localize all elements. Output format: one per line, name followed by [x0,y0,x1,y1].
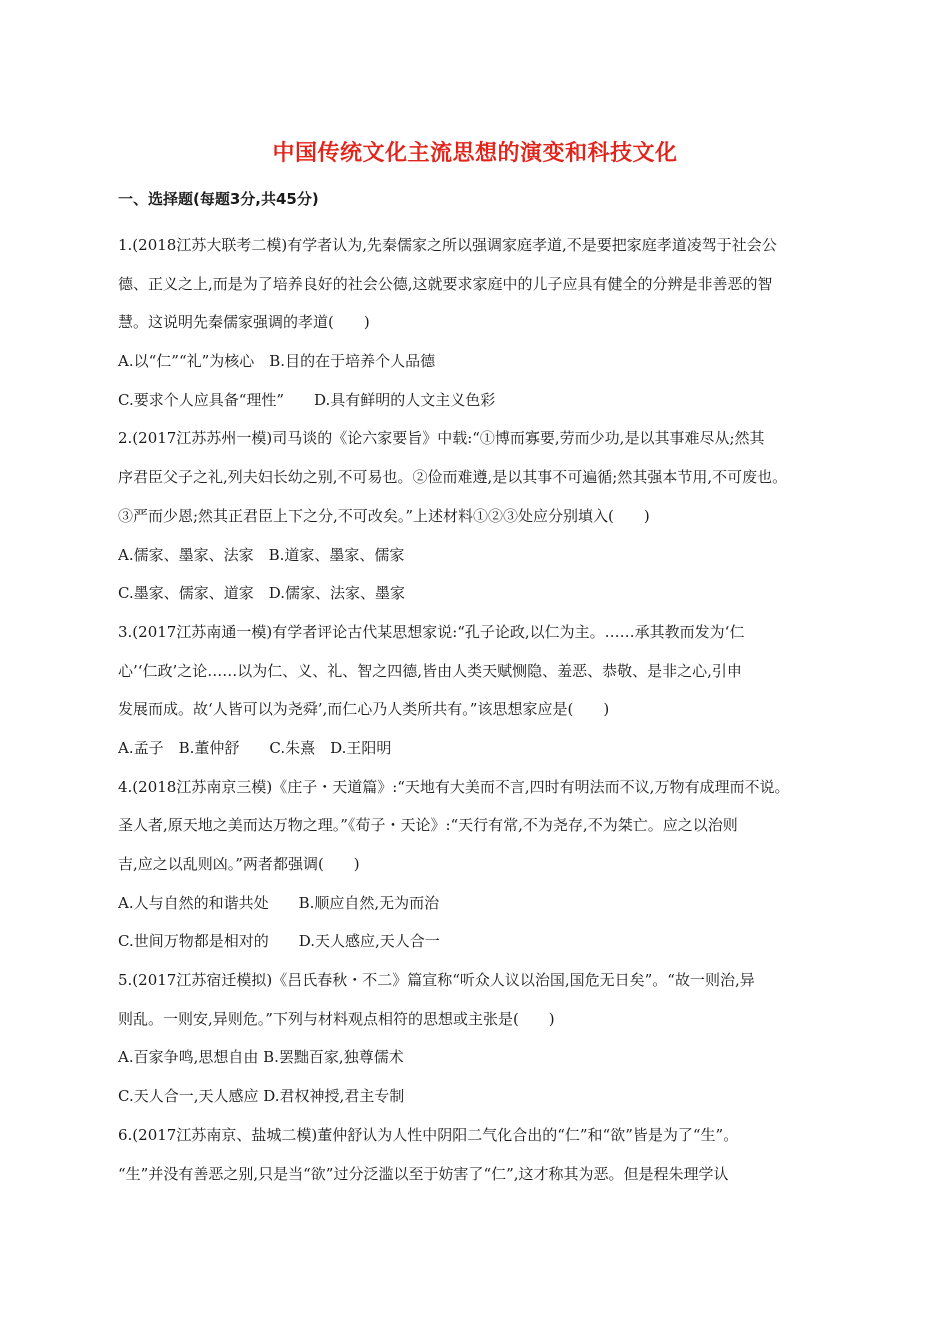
answer-options: A.孟子 B.董仲舒 C.朱熹 D.王阳明 [118,738,392,757]
text-line: 发展而成。故‘人皆可以为尧舜’,而仁心乃人类所共有。”该思想家应是( ) [118,700,610,719]
text-line: 德、正义之上,而是为了培养良好的社会公德,这就要求家庭中的儿子应具有健全的分辨是非善恶的智 [118,274,773,293]
answer-options: C.要求个人应具备“理性” D.具有鲜明的人文主义色彩 [118,390,496,409]
text-line: 2.(2017江苏苏州一模)司马谈的《论六家要旨》中载:“①博而寡要,劳而少功,是以其事难尽从;然其 [118,429,765,448]
text-line: 慧。这说明先秦儒家强调的孝道( ) [118,313,370,332]
answer-options: A.儒家、墨家、法家 B.道家、墨家、儒家 [118,545,405,564]
answer-options: C.天人合一,天人感应 D.君权神授,君主专制 [118,1087,405,1106]
text-line: 3.(2017江苏南通一模)有学者评论古代某思想家说:“孔子论政,以仁为主。……承其教而发为‘仁 [118,622,745,641]
text-line: 4.(2018江苏南京三模)《庄子・天道篇》:“天地有大美而不言,四时有明法而不议,万物有成理而不说。 [118,777,790,796]
section-heading: 一、选择题(每题3分,共45分) [118,190,319,208]
text-line: 则乱。一则安,异则危。”下列与材料观点相符的思想或主张是( ) [118,1009,555,1028]
text-line: 序君臣父子之礼,列夫妇长幼之别,不可易也。②俭而难遵,是以其事不可遍循;然其强本节用,不可废也。 [118,468,788,487]
text-line: 5.(2017江苏宿迁模拟)《吕氏春秋・不二》篇宣称“听众人议以治国,国危无日矣”。“故一则治,异 [118,971,755,990]
text-line: ③严而少恩;然其正君臣上下之分,不可改矣。”上述材料①②③处应分别填入( ) [118,506,650,525]
answer-options: C.世间万物都是相对的 D.天人感应,天人合一 [118,932,440,951]
text-line: 6.(2017江苏南京、盐城二模)董仲舒认为人性中阴阳二气化合出的“仁”和“欲”皆是为了“生”。 [118,1125,739,1144]
document-body [118,186,842,1193]
document-title: 中国传统文化主流思想的演变和科技文化 [272,141,678,166]
text-line: “生”并没有善恶之别,只是当“欲”过分泛滥以至于妨害了“仁”,这才称其为恶。但是程朱理学认 [118,1164,729,1183]
text-line: 圣人者,原天地之美而达万物之理。”《荀子・天论》:“天行有常,不为尧存,不为桀亡。应之以治则 [118,816,738,835]
answer-options: A.百家争鸣,思想自由 B.罢黜百家,独尊儒术 [118,1048,404,1067]
text-line: 心’‘仁政’之论……以为仁、义、礼、智之四德,皆由人类天赋恻隐、羞恶、恭敬、是非之心,引申 [118,661,742,680]
answer-options: A.人与自然的和谐共处 B.顺应自然,无为而治 [118,893,440,912]
text-line: 吉,应之以乱则凶。”两者都强调( ) [118,855,360,873]
answer-options: A.以“仁”“礼”为核心 B.目的在于培养个人品德 [118,352,436,371]
text-line: 1.(2018江苏大联考二模)有学者认为,先秦儒家之所以强调家庭孝道,不是要把家庭孝道凌驾于社会公 [118,236,777,254]
answer-options: C.墨家、儒家、道家 D.儒家、法家、墨家 [118,584,405,603]
